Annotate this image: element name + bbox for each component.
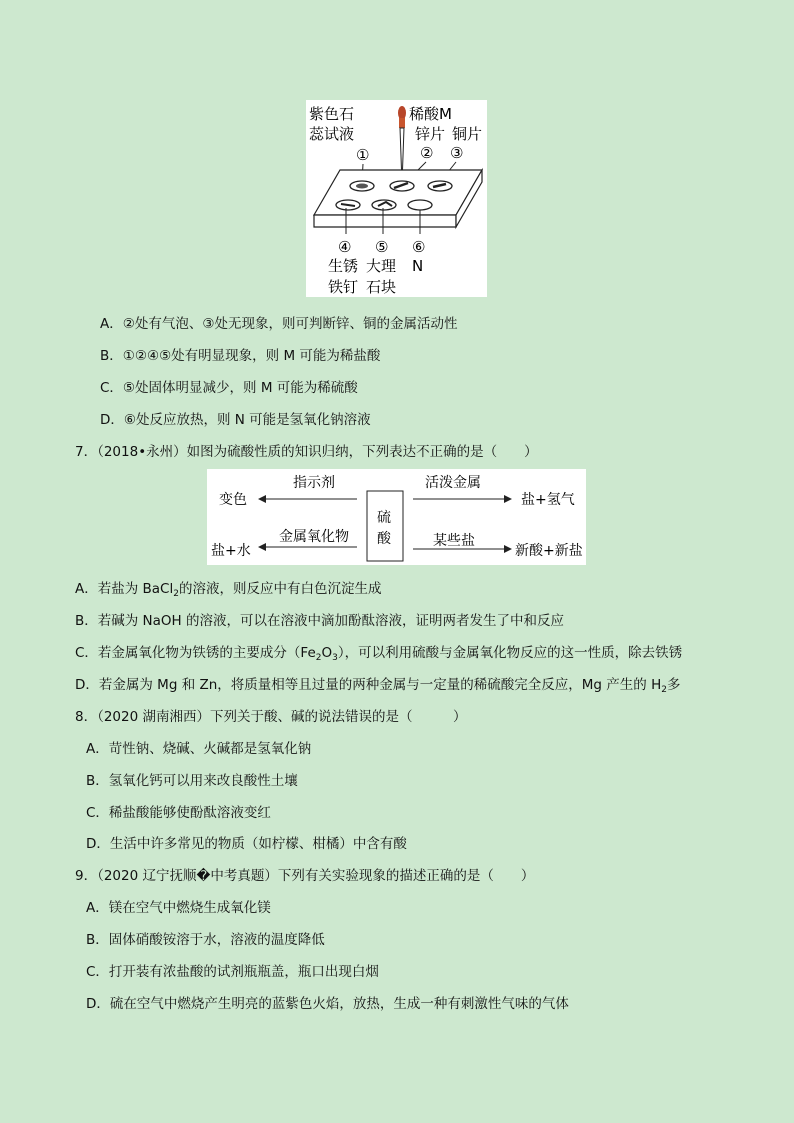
label-metal-oxide: 金属氧化物 [279, 529, 349, 545]
q7-option-a-sub: 2 [173, 589, 179, 599]
label-rust-line1: 生锈 [328, 257, 359, 275]
q6-option-d: D．⑥处反应放热，则 N 可能是氢氧化钠溶液 [100, 412, 371, 428]
q7-option-a [75, 580, 381, 603]
well-number-3: ③ [450, 144, 464, 162]
q7-option-c-mid: O [321, 645, 333, 661]
label-zinc: 锌片 [415, 125, 446, 143]
center-label-1: 硫 [377, 510, 391, 526]
q7-option-c-post: ），可以利用硫酸与金属氧化物反应的这一性质，除去铁锈 [337, 645, 683, 661]
q6-option-c: C．⑤处固体明显减少，则 M 可能为稀硫酸 [100, 380, 358, 396]
q7-option-d-sub: 2 [661, 685, 667, 695]
q8-option-b: B．氢氧化钙可以用来改良酸性土壤 [86, 773, 298, 789]
label-litmus-line2: 蕊试液 [309, 125, 355, 143]
q9-option-a: A．镁在空气中燃烧生成氧化镁 [86, 900, 271, 916]
label-active-metal: 活泼金属 [425, 475, 481, 491]
q9-stem: 9．（2020 辽宁抚顺�中考真题）下列有关实验现象的描述正确的是（ ） [75, 868, 535, 884]
q8-option-c: C．稀盐酸能够使酚酞溶液变红 [86, 805, 271, 821]
q7-option-c-sub1: 2 [315, 653, 322, 663]
well-number-1: ① [356, 146, 370, 164]
sulfuric-acid-diagram [207, 469, 586, 565]
label-color-change: 变色 [219, 492, 247, 508]
q7-option-c-sub2: 3 [332, 653, 338, 663]
label-salt-hydrogen: 盐+氢气 [521, 492, 575, 508]
q7-option-a-post: 的溶液，则反应中有白色沉淀生成 [178, 581, 382, 597]
label-rust-line2: 铁钉 [328, 278, 359, 296]
dropper-icon [398, 106, 406, 170]
q6-option-b: B．①②④⑤处有明显现象，则 M 可能为稀盐酸 [100, 348, 381, 364]
label-litmus-line1: 紫色石 [309, 105, 355, 123]
well-number-6: ⑥ [412, 238, 426, 256]
label-acid-m: 稀酸M [409, 105, 452, 123]
q7-option-d [75, 676, 680, 699]
label-new-acid-salt: 新酸+新盐 [515, 543, 583, 559]
q8-stem: 8．（2020 湖南湘西）下列关于酸、碱的说法错误的是（ ） [75, 709, 467, 725]
center-label-2: 酸 [377, 531, 391, 547]
well-number-5: ⑤ [375, 238, 389, 256]
label-marble-line2: 石块 [366, 278, 397, 296]
well-number-4: ④ [338, 238, 352, 256]
q7-option-c-pre: C．若金属氧化物为铁锈的主要成分（Fe [75, 645, 316, 661]
q7-option-d-pre: D．若金属为 Mg 和 Zn，将质量相等且过量的两种金属与一定量的稀硫酸完全反应，Mg 产生的 H [75, 677, 662, 693]
label-salt-water: 盐+水 [211, 543, 251, 559]
well-number-2: ② [420, 144, 434, 162]
label-copper: 铜片 [452, 125, 483, 143]
q8-option-d: D．生活中许多常见的物质（如柠檬、柑橘）中含有酸 [86, 836, 407, 852]
well-plate-diagram [306, 100, 487, 297]
center-box [367, 491, 403, 561]
q7-option-d-post: 多 [666, 677, 681, 693]
q9-option-b: B．固体硝酸铵溶于水，溶液的温度降低 [86, 932, 325, 948]
q9-option-c: C．打开装有浓盐酸的试剂瓶瓶盖，瓶口出现白烟 [86, 964, 379, 980]
spot-plate [314, 170, 482, 227]
label-marble-line1: 大理 [366, 257, 397, 275]
label-indicator: 指示剂 [293, 475, 335, 491]
q7-option-c [75, 644, 682, 667]
q8-option-a: A．苛性钠、烧碱、火碱都是氢氧化钠 [86, 741, 312, 757]
q6-option-a: A．②处有气泡、③处无现象，则可判断锌、铜的金属活动性 [100, 316, 458, 332]
sulfuric-acid-properties-chart [207, 469, 586, 565]
well-plate-figure [306, 100, 487, 297]
q7-option-b: B．若碱为 NaOH 的溶液，可以在溶液中滴加酚酞溶液，证明两者发生了中和反应 [75, 613, 564, 629]
q7-option-a-pre: A．若盐为 BaCl [75, 581, 174, 597]
q7-stem: 7．（2018•永州）如图为硫酸性质的知识归纳，下列表达不正确的是（ ） [75, 444, 538, 460]
label-some-salts: 某些盐 [433, 533, 475, 549]
q9-option-d: D．硫在空气中燃烧产生明亮的蓝紫色火焰，放热，生成一种有刺激性气味的气体 [86, 996, 569, 1012]
label-n: N [412, 257, 424, 275]
